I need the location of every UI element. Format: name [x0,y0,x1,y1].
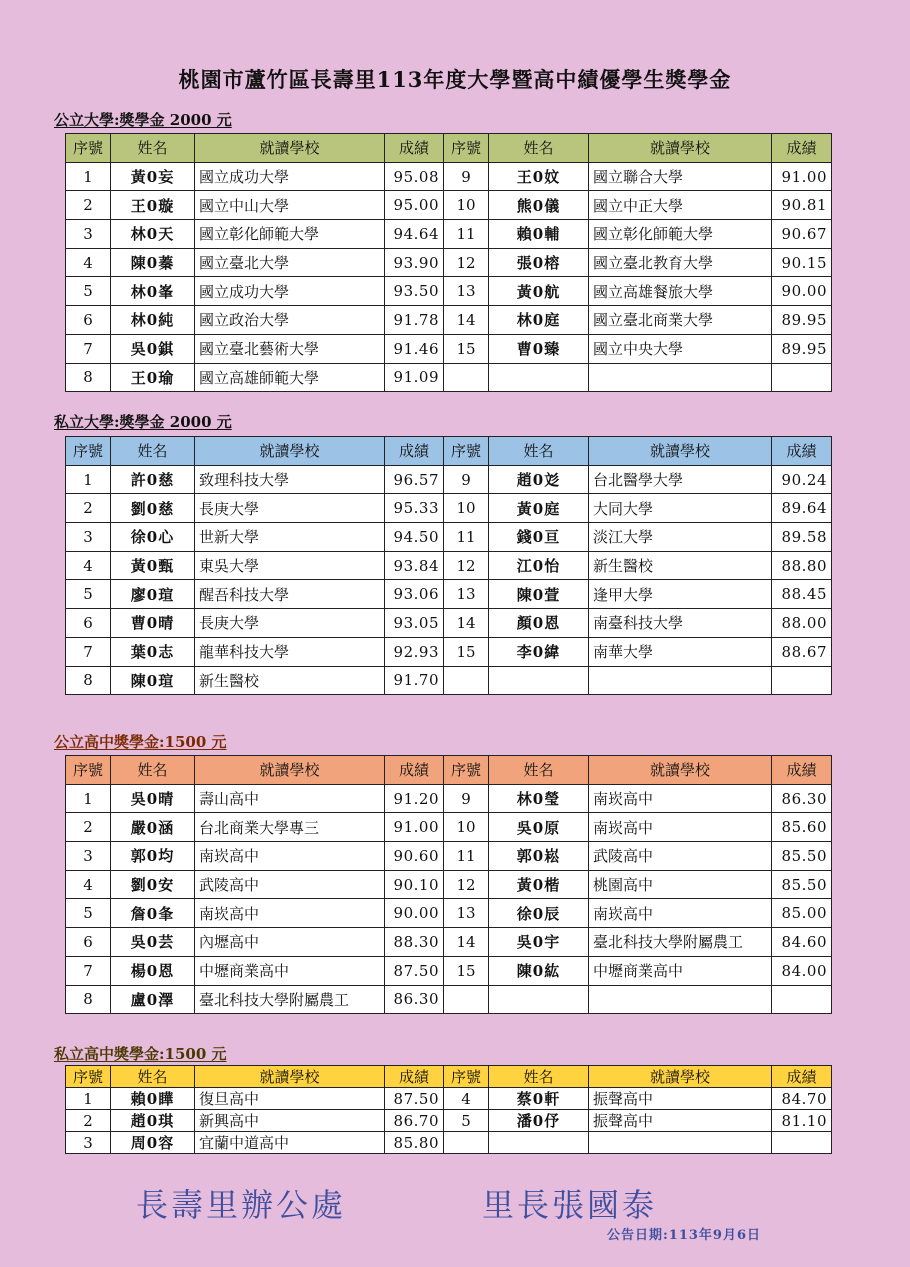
school-name: 武陵高中 [195,870,385,899]
office-signature: 長壽里辦公處 [136,1186,347,1224]
score: 94.50 [385,523,444,552]
header-school: 就讀學校 [589,756,772,785]
school-name: 南崁高中 [195,899,385,928]
school-name: 龍華科技大學 [195,637,385,666]
header-score: 成績 [385,1066,444,1088]
row-number: 6 [66,306,111,335]
table-row [66,1132,832,1154]
row-number: 12 [444,551,489,580]
score: 88.45 [772,580,832,609]
row-number: 8 [66,666,111,695]
row-number: 9 [444,465,489,494]
row-number: 1 [66,784,111,813]
school-name: 國立高雄餐旅大學 [589,277,772,306]
student-name: 徐0辰 [489,899,589,928]
school-name [589,666,772,695]
student-name: 嚴0涵 [111,813,195,842]
row-number: 7 [66,637,111,666]
row-number: 10 [444,813,489,842]
row-number: 10 [444,191,489,220]
row-number: 4 [444,1088,489,1110]
header-score: 成績 [772,1066,832,1088]
row-number: 5 [444,1110,489,1132]
table-row [66,523,832,552]
student-name [489,666,589,695]
student-name: 張0榕 [489,248,589,277]
score: 89.58 [772,523,832,552]
school-name: 國立成功大學 [195,162,385,191]
student-name: 王0璇 [111,191,195,220]
score: 81.10 [772,1110,832,1132]
school-name: 南華大學 [589,637,772,666]
header-name: 姓名 [489,756,589,785]
school-name: 中壢商業高中 [195,956,385,985]
table-header-row [66,756,832,785]
header-number: 序號 [66,1066,111,1088]
table-row [66,248,832,277]
page-title: 桃園市蘆竹區長壽里113年度大學暨高中績優學生獎學金 [178,67,732,92]
student-name: 林0庭 [489,306,589,335]
table-row [66,928,832,957]
student-name: 林0瑩 [489,784,589,813]
header-name: 姓名 [111,437,195,466]
header-score: 成績 [772,437,832,466]
score: 95.00 [385,191,444,220]
student-name: 吳0芸 [111,928,195,957]
table-private-university [65,436,832,695]
school-name: 國立臺北大學 [195,248,385,277]
row-number: 1 [66,465,111,494]
table-row [66,277,832,306]
score [772,363,832,392]
student-name: 蔡0軒 [489,1088,589,1110]
score: 90.24 [772,465,832,494]
score: 88.67 [772,637,832,666]
school-name: 南崁高中 [589,899,772,928]
score: 89.95 [772,306,832,335]
school-name: 東吳大學 [195,551,385,580]
table-row [66,580,832,609]
score [772,666,832,695]
school-name: 醒吾科技大學 [195,580,385,609]
row-number: 13 [444,899,489,928]
school-name: 國立高雄師範大學 [195,363,385,392]
table-row [66,162,832,191]
school-name: 國立中正大學 [589,191,772,220]
row-number: 5 [66,277,111,306]
school-name: 國立聯合大學 [589,162,772,191]
score: 84.60 [772,928,832,957]
row-number: 5 [66,580,111,609]
school-name: 南崁高中 [589,784,772,813]
student-name: 王0妏 [489,162,589,191]
score: 93.84 [385,551,444,580]
score: 85.00 [772,899,832,928]
school-name: 新興高中 [195,1110,385,1132]
row-number [444,985,489,1014]
table-row [66,666,832,695]
row-number: 2 [66,1110,111,1132]
student-name: 林0天 [111,220,195,249]
student-name: 許0慈 [111,465,195,494]
score: 93.06 [385,580,444,609]
school-name: 壽山高中 [195,784,385,813]
header-name: 姓名 [489,437,589,466]
table-row [66,220,832,249]
row-number [444,363,489,392]
row-number: 4 [66,870,111,899]
table-row [66,551,832,580]
student-name: 吳0宇 [489,928,589,957]
score: 95.33 [385,494,444,523]
row-number: 13 [444,277,489,306]
student-name: 陳0瑄 [111,666,195,695]
student-name: 黃0妄 [111,162,195,191]
student-name: 陳0萱 [489,580,589,609]
student-name: 王0瑜 [111,363,195,392]
row-number: 6 [66,928,111,957]
score: 90.00 [772,277,832,306]
score: 91.78 [385,306,444,335]
row-number: 14 [444,609,489,638]
row-number: 12 [444,870,489,899]
row-number: 14 [444,928,489,957]
table-row [66,1110,832,1132]
header-number: 序號 [444,1066,489,1088]
header-score: 成績 [385,756,444,785]
row-number: 15 [444,637,489,666]
header-score: 成績 [772,756,832,785]
school-name: 振聲高中 [589,1110,772,1132]
row-number: 15 [444,956,489,985]
student-name [489,1132,589,1154]
table-header-row [66,437,832,466]
score: 88.00 [772,609,832,638]
header-name: 姓名 [489,1066,589,1088]
student-name: 廖0瑄 [111,580,195,609]
row-number: 11 [444,523,489,552]
student-name: 楊0恩 [111,956,195,985]
student-name: 趙0琪 [111,1110,195,1132]
header-name: 姓名 [111,1066,195,1088]
row-number: 4 [66,248,111,277]
table-header-row [66,1066,832,1088]
student-name: 李0緯 [489,637,589,666]
score: 87.50 [385,956,444,985]
header-name: 姓名 [111,756,195,785]
row-number: 9 [444,784,489,813]
score: 90.10 [385,870,444,899]
score: 90.60 [385,842,444,871]
header-number: 序號 [66,134,111,163]
score: 90.67 [772,220,832,249]
row-number: 2 [66,813,111,842]
school-name [589,985,772,1014]
student-name: 劉0安 [111,870,195,899]
header-school: 就讀學校 [195,134,385,163]
score: 85.50 [772,842,832,871]
table-row [66,870,832,899]
section-label-public-university: 公立大學:獎學金 2000 元 [54,111,232,129]
student-name [489,985,589,1014]
student-name: 黃0庭 [489,494,589,523]
score: 88.30 [385,928,444,957]
school-name: 南臺科技大學 [589,609,772,638]
table-row [66,363,832,392]
header-school: 就讀學校 [589,437,772,466]
header-number: 序號 [444,134,489,163]
table-row [66,334,832,363]
school-name: 武陵高中 [589,842,772,871]
student-name: 黃0楷 [489,870,589,899]
score: 86.30 [385,985,444,1014]
row-number: 15 [444,334,489,363]
score: 84.70 [772,1088,832,1110]
row-number: 3 [66,523,111,552]
table-row [66,985,832,1014]
header-school: 就讀學校 [195,756,385,785]
table-public-university [65,133,832,392]
student-name: 黃0甄 [111,551,195,580]
row-number: 3 [66,1132,111,1154]
school-name: 長庚大學 [195,609,385,638]
table-row [66,784,832,813]
score: 89.95 [772,334,832,363]
school-name: 長庚大學 [195,494,385,523]
row-number: 9 [444,162,489,191]
header-name: 姓名 [489,134,589,163]
row-number: 7 [66,956,111,985]
notice-date: 公告日期:113年9月6日 [607,1228,762,1243]
student-name: 趙0彣 [489,465,589,494]
row-number: 8 [66,985,111,1014]
score: 93.90 [385,248,444,277]
school-name: 內壢高中 [195,928,385,957]
header-name: 姓名 [111,134,195,163]
school-name [589,1132,772,1154]
school-name: 台北醫學大學 [589,465,772,494]
student-name: 盧0澤 [111,985,195,1014]
table-row [66,191,832,220]
school-name: 淡江大學 [589,523,772,552]
row-number: 4 [66,551,111,580]
student-name: 陳0紘 [489,956,589,985]
student-name: 詹0夆 [111,899,195,928]
table-row [66,609,832,638]
school-name: 新生醫校 [589,551,772,580]
score: 91.20 [385,784,444,813]
score: 86.30 [772,784,832,813]
score [772,1132,832,1154]
row-number: 3 [66,220,111,249]
student-name [489,363,589,392]
school-name: 國立中央大學 [589,334,772,363]
student-name: 林0純 [111,306,195,335]
school-name: 臺北科技大學附屬農工 [195,985,385,1014]
table-row [66,306,832,335]
score: 96.57 [385,465,444,494]
table-private-highschool [65,1065,832,1154]
row-number: 3 [66,842,111,871]
school-name: 南崁高中 [195,842,385,871]
header-number: 序號 [444,756,489,785]
score: 85.80 [385,1132,444,1154]
score: 84.00 [772,956,832,985]
row-number: 11 [444,842,489,871]
table-header-row [66,134,832,163]
school-name: 大同大學 [589,494,772,523]
row-number: 13 [444,580,489,609]
student-name: 徐0心 [111,523,195,552]
chief-signature: 里長張國泰 [482,1186,658,1224]
school-name: 致理科技大學 [195,465,385,494]
table-row [66,494,832,523]
row-number: 6 [66,609,111,638]
header-score: 成績 [385,437,444,466]
school-name: 國立彰化師範大學 [195,220,385,249]
score: 85.60 [772,813,832,842]
table-row [66,813,832,842]
score: 91.00 [772,162,832,191]
row-number: 14 [444,306,489,335]
school-name: 國立成功大學 [195,277,385,306]
header-school: 就讀學校 [195,437,385,466]
score [772,985,832,1014]
student-name: 曹0晴 [111,609,195,638]
student-name: 林0峯 [111,277,195,306]
row-number [444,666,489,695]
row-number: 8 [66,363,111,392]
header-school: 就讀學校 [589,1066,772,1088]
score: 90.81 [772,191,832,220]
header-number: 序號 [66,437,111,466]
student-name: 賴0瞱 [111,1088,195,1110]
school-name: 國立臺北商業大學 [589,306,772,335]
school-name: 國立臺北藝術大學 [195,334,385,363]
score: 91.70 [385,666,444,695]
school-name: 桃園高中 [589,870,772,899]
section-label-private-highschool: 私立高中獎學金:1500 元 [54,1045,227,1063]
school-name: 復旦高中 [195,1088,385,1110]
header-score: 成績 [385,134,444,163]
section-label-public-highschool: 公立高中獎學金:1500 元 [54,733,227,751]
score: 93.50 [385,277,444,306]
score: 91.00 [385,813,444,842]
table-row [66,842,832,871]
row-number: 5 [66,899,111,928]
table-row [66,637,832,666]
student-name: 劉0慈 [111,494,195,523]
school-name: 國立臺北教育大學 [589,248,772,277]
school-name: 國立中山大學 [195,191,385,220]
row-number: 12 [444,248,489,277]
table-row [66,899,832,928]
student-name: 陳0蓁 [111,248,195,277]
row-number: 2 [66,494,111,523]
score: 87.50 [385,1088,444,1110]
school-name: 中壢商業高中 [589,956,772,985]
score: 88.80 [772,551,832,580]
score: 93.05 [385,609,444,638]
header-school: 就讀學校 [589,134,772,163]
table-row [66,1088,832,1110]
header-number: 序號 [66,756,111,785]
row-number: 1 [66,162,111,191]
student-name: 賴0輔 [489,220,589,249]
school-name: 新生醫校 [195,666,385,695]
school-name: 臺北科技大學附屬農工 [589,928,772,957]
row-number: 10 [444,494,489,523]
student-name: 周0容 [111,1132,195,1154]
header-number: 序號 [444,437,489,466]
score: 94.64 [385,220,444,249]
row-number: 1 [66,1088,111,1110]
student-name: 熊0儀 [489,191,589,220]
table-row [66,956,832,985]
table-row [66,465,832,494]
score: 91.46 [385,334,444,363]
school-name: 國立彰化師範大學 [589,220,772,249]
score: 85.50 [772,870,832,899]
student-name: 吳0原 [489,813,589,842]
school-name: 逢甲大學 [589,580,772,609]
school-name: 世新大學 [195,523,385,552]
school-name: 國立政治大學 [195,306,385,335]
student-name: 黃0航 [489,277,589,306]
student-name: 吳0錤 [111,334,195,363]
school-name: 振聲高中 [589,1088,772,1110]
student-name: 曹0臻 [489,334,589,363]
row-number [444,1132,489,1154]
score: 90.00 [385,899,444,928]
header-score: 成績 [772,134,832,163]
score: 91.09 [385,363,444,392]
score: 90.15 [772,248,832,277]
school-name: 宜蘭中道高中 [195,1132,385,1154]
score: 86.70 [385,1110,444,1132]
score: 92.93 [385,637,444,666]
table-public-highschool [65,755,832,1014]
student-name: 郭0均 [111,842,195,871]
student-name: 郭0崧 [489,842,589,871]
student-name: 潘0伃 [489,1110,589,1132]
row-number: 2 [66,191,111,220]
student-name: 吳0晴 [111,784,195,813]
student-name: 顏0恩 [489,609,589,638]
school-name [589,363,772,392]
row-number: 11 [444,220,489,249]
score: 89.64 [772,494,832,523]
header-school: 就讀學校 [195,1066,385,1088]
row-number: 7 [66,334,111,363]
section-label-private-university: 私立大學:獎學金 2000 元 [54,413,232,431]
student-name: 錢0亘 [489,523,589,552]
student-name: 江0怡 [489,551,589,580]
student-name: 葉0志 [111,637,195,666]
school-name: 南崁高中 [589,813,772,842]
school-name: 台北商業大學專三 [195,813,385,842]
score: 95.08 [385,162,444,191]
